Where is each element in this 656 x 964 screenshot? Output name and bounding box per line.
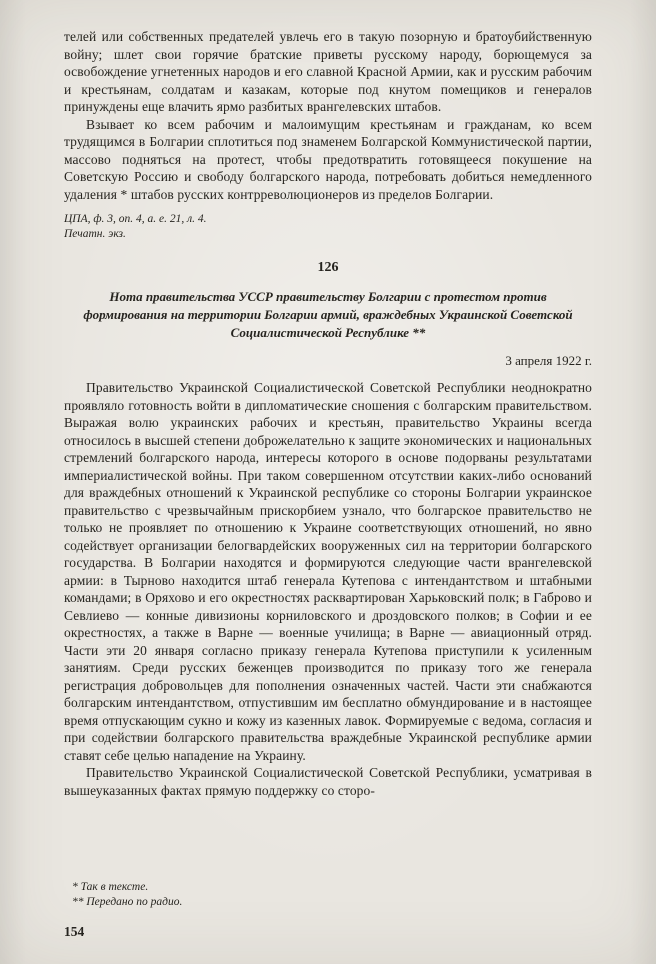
document-body-paragraph-1: Правительство Украинской Социалистической Советской Республики неоднократно проявляло готовность войти в дипломатические сношения с болгарским правительством. Выражая волю украинских рабочих и крестьян, правительство Украины всегда относилось в высшей степени доброжелательно к защите экономических и национальных стремлений болгарского народа, интересы которого в основе подорваны результатами империалистической войны. При таком совершенном отсутствии каких-либо оснований для враждебных отношений к Украинской республике со стороны Болгарии украинское правительство с чрезвычайным прискорбием узнало, что болгарское правительство не только не проявляет по отношению к Украине соответствующих отношений, но явно содействует организации белогвардейских вооруженных сил на территории болгарского государства. В Болгарии находятся и формируются следующие части врангелевской армии: в Тырново находится штаб генерала Кутепова с интендантством и штабными командами; в Оряхово и его окрестностях расквартирован Харьковский полк; в Габрово и Севлиево — конные дивизионы корниловского и дроздовского полков; в Софии и ее окрестностях, а также в Варне — военные училища; в Варне — авиационный отряд. Части эти 20 января согласно приказу генерала Кутепова приступили к усиленным занятиям. Среди русских беженцев производится по приказу того же генерала регистрация добровольцев для пополнения означенных частей. Части эти снабжаются болгарским интендантством, отпустившим им бесплатно обмундирование и в настоящее время отпускающим сукно и кожу из казенных лавок. Формируемые с ведома, согласия и при содействии болгарского правительства враждебные Украинской республике армии ставят себе целью нападение на Украину. bbox=[64, 380, 592, 763]
printed-copy-note: Печатн. экз. bbox=[64, 228, 126, 240]
continuation-paragraph: телей или собственных предателей увлечь его в такую позорную и братоубийственную войну; шлет свои горячие братские приветы русскому народу, борющемуся за освобождение угнетенных народов и его славной Красной Армии, как и русским рабочим и крестьянам, солдатам и казакам, которые под кнутом помещиков и генералов принуждены еще влачить ярмо разбитых врангелевских штабов. bbox=[64, 29, 592, 114]
footnote-2: ** Передано по радио. bbox=[72, 896, 183, 908]
page-footer bbox=[64, 880, 592, 940]
archive-reference-line: ЦПА, ф. 3, оп. 4, а. е. 21, л. 4. bbox=[64, 213, 207, 225]
archive-reference bbox=[64, 212, 592, 242]
document-date: 3 апреля 1922 г. bbox=[505, 353, 592, 368]
document-number: 126 bbox=[317, 260, 339, 275]
appeal-paragraph: Взывает ко всем рабочим и малоимущим крестьянам и гражданам, ко всем трудящимся в Болгарии сплотиться под знаменем Болгарской Коммунистической партии, массово подняться на протест, чтобы предотвратить готовящееся покушение на Советскую Россию и свободу болгарского народа, потребовать добиться немедленного удаления * штабов русских контрреволюционеров из пределов Болгарии. bbox=[64, 116, 592, 202]
document-body-paragraph-2: Правительство Украинской Социалистической Советской Республики, усматривая в вышеуказанных фактах прямую поддержку со сторо- bbox=[64, 765, 592, 798]
page-number: 154 bbox=[64, 924, 85, 939]
document-title: Нота правительства УССР правительству Болгарии с протестом против формирования на территории Болгарии армий, враждебных Украинской Советской Социалистической Республике ** bbox=[83, 289, 573, 340]
footnote-1: * Так в тексте. bbox=[72, 881, 149, 893]
